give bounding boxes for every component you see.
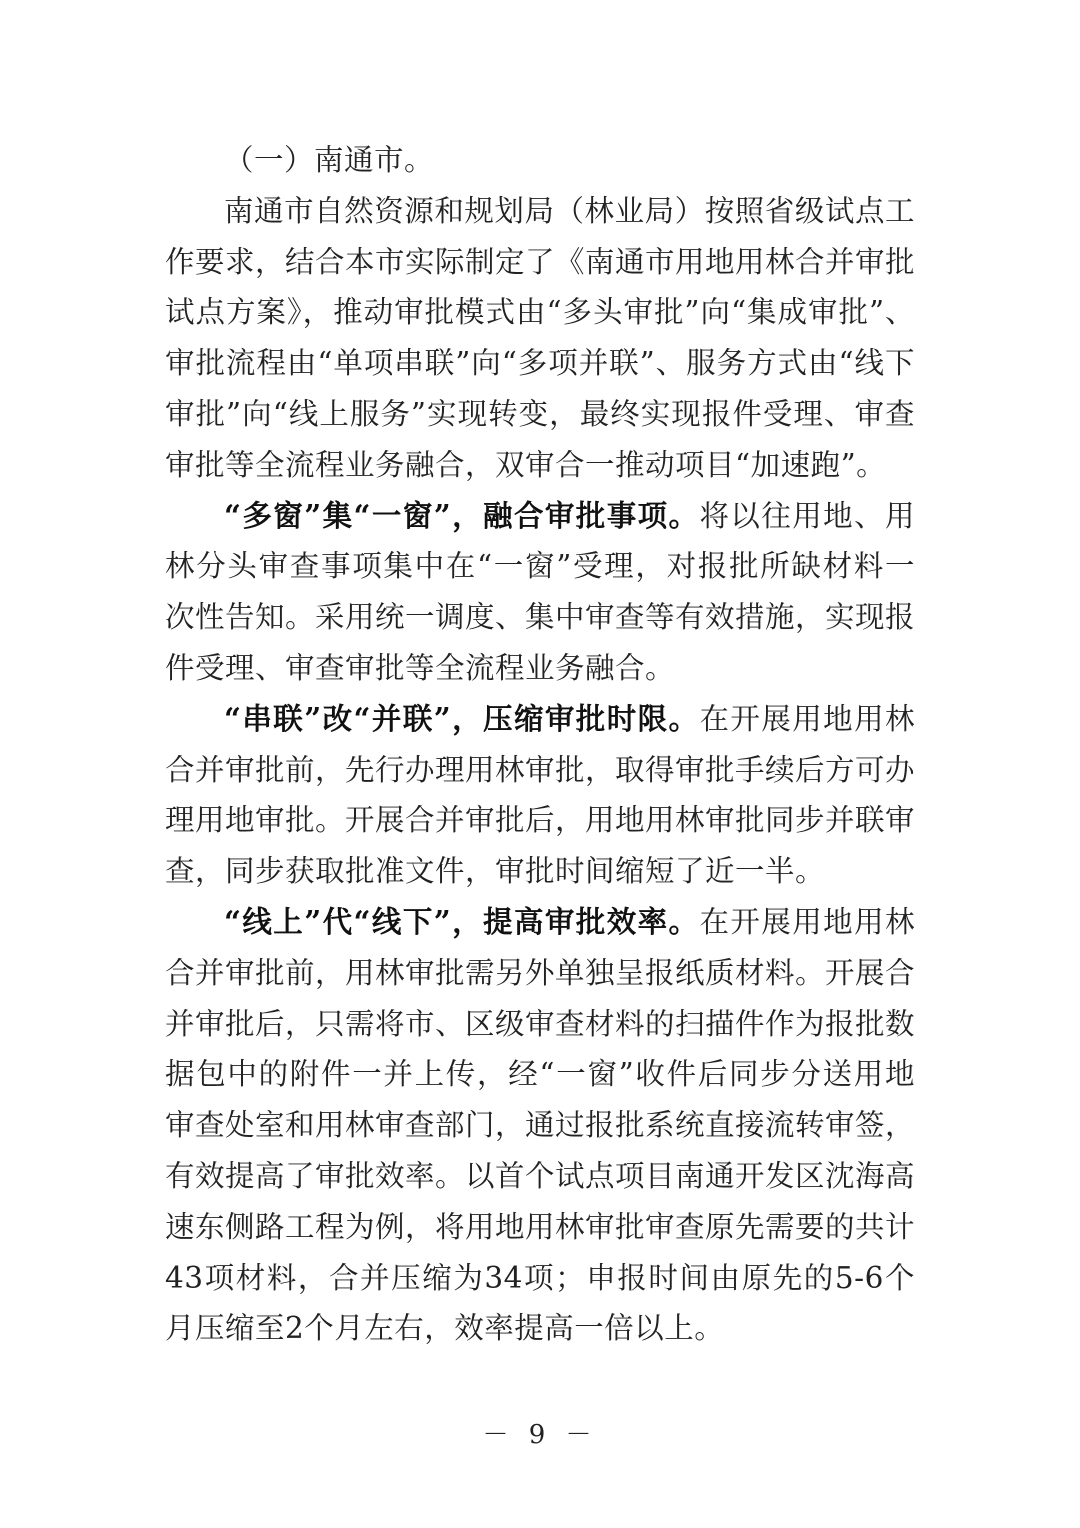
paragraph-merge-windows (165, 491, 915, 694)
paragraph-body: 在开展用地用林合并审批前，先行办理用林审批，取得审批手续后方可办理用地审批。开展合并审批后，用地用林审批同步并联审查，同步获取批准文件，审批时间缩短了近一半。 (165, 701, 916, 889)
paragraph-body: 在开展用地用林合并审批前，用林审批需另外单独呈报纸质材料。开展合并审批后，只需将市、区级审查材料的扫描件作为报批数据包中的附件一并上传，经“一窗”收件后同步分送用地审查处室和用林审查部门，通过报批系统直接流转审签，有效提高了审批效率。以首个试点项目南通开发区沈海高速东侧路工程为例，将用地用林审批审查原先需要的共计43项材料，合并压缩为34项；申报时间由原先的5-6个月压缩至2个月左右，效率提高一倍以上。 (165, 904, 916, 1346)
paragraph-lead: “线上”代“线下”，提高审批效率。 (224, 903, 700, 939)
paragraph-online-replaces-offline (165, 897, 915, 1354)
paragraph-lead: “多窗”集“一窗”，融合审批事项。 (224, 497, 700, 533)
intro-paragraph: 南通市自然资源和规划局（林业局）按照省级试点工作要求，结合本市实际制定了《南通市用地用林合并审批试点方案》，推动审批模式由“多头审批”向“集成审批”、审批流程由“单项串联”向“多项并联”、服务方式由“线下审批”向“线上服务”实现转变，最终实现报件受理、审查审批等全流程业务融合，双审合一推动项目“加速跑”。 (165, 193, 916, 482)
paragraph-lead: “串联”改“并联”，压缩审批时限。 (224, 700, 700, 736)
document-body (165, 135, 915, 1354)
section-heading: （一）南通市。 (224, 143, 435, 177)
page-number: － 9 － (482, 1420, 598, 1450)
paragraph-serial-to-parallel (165, 694, 915, 897)
paragraph-body: 将以往用地、用林分头审查事项集中在“一窗”受理，对报批所缺材料一次性告知。采用统一调度、集中审查等有效措施，实现报件受理、审查审批等全流程业务融合。 (165, 498, 916, 685)
